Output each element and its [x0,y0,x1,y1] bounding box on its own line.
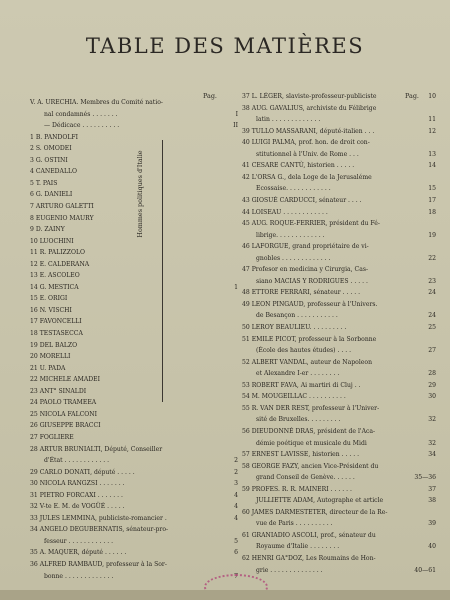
toc-entry-page: 1 [234,283,238,291]
toc-entry-page: 28 [428,370,436,378]
toc-entry-text: fesseur . . . . . . . . . . . . [44,537,114,545]
toc-entry-text: 28 ARTUR BRUNIALTI, Député, Conseiller [30,445,163,453]
toc-entry-text: 22 MICHELE AMADEI [30,376,100,384]
toc-entry-text: d'État . . . . . . . . . . . . [44,457,110,465]
toc-entry-text: 60 JAMES DARMESTETER, directeur de la Re- [242,508,388,516]
toc-entry-page: 11 [428,116,436,124]
toc-entry-text: 33 JULES LEMMINA, publiciste-romancier . [30,514,167,522]
vertical-side-label: Hommes politiques d'Italie [136,150,144,238]
toc-entry-text: grie . . . . . . . . . . . . . . [256,566,323,574]
page-title: TABLE DES MATIÈRES [85,34,365,58]
toc-entry-page: 10 [428,93,436,100]
toc-entry-text: JULLIETTE ADAM, Autographe et article [256,497,384,505]
toc-entry-text: 32 V-te E. M. de VOGÜÉ . . . . . [30,503,125,511]
toc-entry-text: 44 LOISEAU . . . . . . . . . . . . [242,208,328,216]
toc-entry-text: 25 NICOLA FALCONI [30,410,98,418]
toc-entry-text: sité de Bruxelles. . . . . . . . . [256,416,341,424]
toc-entry-text: 47 Profesor en medicina y Cirurgia, Cas- [242,266,369,274]
toc-entry-page: 38 [428,497,436,505]
toc-entry-text: 12 E. CALDERANA [30,260,90,268]
toc-entry-text: Ecossaise. . . . . . . . . . . . [256,185,331,193]
toc-entry-text: 35 A. MAQUER, député . . . . . . [30,549,127,557]
toc-entry-text: 19 DEL BALZO [30,341,78,349]
toc-entry-page: 4 [234,491,238,499]
toc-entry-page: 14 [428,162,436,170]
toc-entry-text: 2 S. OMODEI [30,145,72,153]
toc-entry-text: 24 PAOLO TRAMEEA [30,399,97,407]
toc-entry-text: 57 ERNEST LAVISSE, historien . . . . . [242,451,360,459]
toc-entry-text: 1 B. PANDOLFI [30,133,79,141]
toc-entry-page: 37 [428,485,436,493]
toc-entry-text: V. A. URECHIA. Membres du Comité natio- [30,99,163,106]
toc-entry-text: 48 ETTORE FERRARI, sénateur . . . . . [242,289,361,297]
toc-entry-text: 29 CARLO DONATI, député . . . . . [30,468,135,476]
toc-entry-page: 13 [428,150,436,158]
toc-entry-text: 26 GIUSEPPE BRACCI [30,422,101,430]
toc-entry-text: 61 GRANIADIO ASCOLI, prof., sénateur du [242,531,376,539]
toc-entry-text: 21 U. PADA [30,364,66,372]
toc-entry-page: 4 [234,503,238,511]
toc-entry-text: 16 N. VISCHI [30,306,72,314]
toc-entry-text: 18 TESTASECCA [30,330,83,337]
toc-entry-text: 55 R. VAN DER REST, professeur à l'Univer- [242,404,380,412]
page-edge [0,590,450,600]
toc-entry-page: 30 [428,393,436,401]
toc-entry-page: 24 [428,312,436,320]
toc-entry-page: 40 [428,543,436,551]
toc-entry-text: grand Conseil de Genève. . . . . . [256,474,355,482]
toc-entry-text: 27 FOGLIERE [30,433,74,441]
toc-entry-text: 46 LAFORGUE, grand propriétaire de vi- [242,243,369,251]
toc-entry-page: 34 [428,451,436,459]
toc-entry-text: 4 CANEDALLO [30,168,78,176]
toc-entry-page: 2 [234,468,238,476]
toc-entry-page: 32 [428,416,436,424]
toc-entry-page: 27 [428,347,436,355]
toc-entry-text: 3 G. OSTINI [30,156,68,164]
toc-entry-page: 4 [234,514,238,522]
toc-entry-text: 39 TULLO MASSARANI, député-italien . . . [242,127,375,135]
toc-entry-text: 56 DIEUDONNÉ DRAS, président de l'Aca- [242,427,376,435]
toc-entry-text: 53 ROBERT FAVA, Ai martiri di Cluj . . [242,381,361,389]
toc-entry-page: 39 [428,520,436,528]
toc-entry-text: 38 AUG. GAVALIUS, archiviste du Félibrige [242,104,377,112]
toc-entry-text: 62 HENRI GA°DOZ, Les Roumains de Hon- [242,555,376,562]
toc-entry-text: 14 G. MESTICA [30,283,79,291]
toc-entry-text: 23 ANT° SINALDI [30,387,87,395]
toc-entry-page: 12 [428,127,436,135]
toc-entry-text: 45 AUG. ROQUE-FERRIER, président du Fé- [242,220,380,228]
toc-entry-page: 32 [428,439,436,447]
toc-entry-page: 17 [428,196,436,204]
toc-entry-text: 11 R. PALIZZOLO [30,249,86,257]
toc-entry-page: 6 [234,549,238,557]
toc-entry-page: 29 [428,381,436,389]
toc-entry-text: 50 LEROY BEAULIEU. . . . . . . . . . [242,324,347,331]
toc-entry-text: bonne . . . . . . . . . . . . . [44,572,114,580]
toc-entry-text: stitutionnel à l'Univ. de Rome . . . [256,150,359,158]
toc-entry-text: 30 NICOLA RANGZSI . . . . . . . [30,480,125,488]
toc-entry-text: 17 FAVONCELLI [30,318,82,326]
toc-entry-text: 37 L. LÉGER, slaviste-professeur-publiciste [242,93,377,100]
toc-entry-text: 8 EUGENIO MAURY [30,214,94,222]
toc-entry-text: 9 D. ZAINY [30,226,65,234]
toc-entry-page: 22 [428,254,436,262]
toc-entry-text: siano MACIAS Y RODRIGUES . . . . . [256,277,368,285]
toc-entry-text: 36 ALFRED RAMBAUD, professeur à la Sor- [30,561,167,568]
toc-entry-page: 19 [428,231,436,239]
toc-entry-text: 52 ALBERT VANDAL, auteur de Napoleon [242,358,372,366]
toc-entry-text: 15 E. ORIGI [30,295,68,303]
toc-entry-page: I [235,110,238,118]
brace-line [162,140,163,402]
toc-entry-text: librige. . . . . . . . . . . . . [256,231,325,239]
toc-entry-page: 24 [428,289,436,297]
toc-entry-text: 34 ANGELO DEGUBERNATIS, sénateur-pro- [30,526,169,534]
toc-entry-page: 23 [428,277,436,285]
toc-entry-page: 7 [234,572,238,580]
toc-entry-page: II [233,122,238,130]
toc-entry-text: 58 GEORGE FAZY, ancien Vice-Président du [242,462,379,470]
toc-entry-page: 18 [428,208,436,216]
toc-entry-text: — Dédicace . . . . . . . . . . [44,122,120,130]
toc-entry-text: 40 LUIGI PALMA, prof. hon. de droit con- [242,139,370,147]
toc-entry-text: 6 G. DANIELI [30,191,73,199]
toc-entry-page: 15 [428,185,436,193]
toc-entry-page: 3 [234,480,238,488]
toc-entry-text: vue de Paris . . . . . . . . . . [256,520,333,528]
toc-entry-text: 10 LUOCHINI [30,237,74,245]
toc-entry-text: et Alexandre I-er . . . . . . . . [256,370,340,378]
toc-entry-text: 20 MORELLI [30,353,71,361]
toc-entry-text: 13 E. ASCOLEO [30,272,80,280]
toc-entry-text: 41 CESARE CANTÙ, historien . . . . . [242,162,355,170]
left-pag-label: Pag. [203,92,217,100]
toc-entry-text: de Besançon . . . . . . . . . . . [256,312,338,320]
toc-entry-text: démie poétique et musicale du Midi [256,439,367,447]
toc-entry-text: 7 ARTURO GALETTI [30,202,94,210]
toc-entry-text: 49 LEON PINGAUD, professeur à l'Univers. [242,300,378,308]
toc-entry-page: 35—36 [414,474,436,482]
toc-entry-text: 59 PROFES. R. R. MAINERI . . . . . . [242,485,352,493]
toc-entry-page: 40—61 [414,566,436,574]
toc-entry-text: Royaume d'Italie . . . . . . . . [256,543,340,551]
toc-entry-page: 5 [234,537,238,545]
toc-entry-text: 51 EMILE PICOT, professeur à la Sorbonne [242,335,377,343]
toc-entry-text: gnobles . . . . . . . . . . . . . [256,254,331,262]
toc-entry-text: 31 PIETRO FORCAXI . . . . . . . [30,491,123,499]
toc-entry-page: 25 [428,324,436,331]
toc-entry-text: 43 GIOSUÉ CARDUCCI, sénateur . . . . [242,196,362,204]
toc-entry-text: 54 M. MOUGEILLAC . . . . . . . . . . [242,393,346,401]
toc-entry-text: 5 T. PAIS [30,179,58,187]
toc-entry-page: 2 [234,457,238,465]
right-pag-label: Pag. [405,92,419,100]
toc-entry-text: (École des hautes études) . . . . [256,347,352,355]
toc-entry-text: latin . . . . . . . . . . . . . [256,116,321,124]
toc-entry-text: 42 L'ORSA G., dela Loge de la Jerusaléme [242,173,372,181]
toc-entry-text: nal condamnés . . . . . . . [44,110,118,118]
